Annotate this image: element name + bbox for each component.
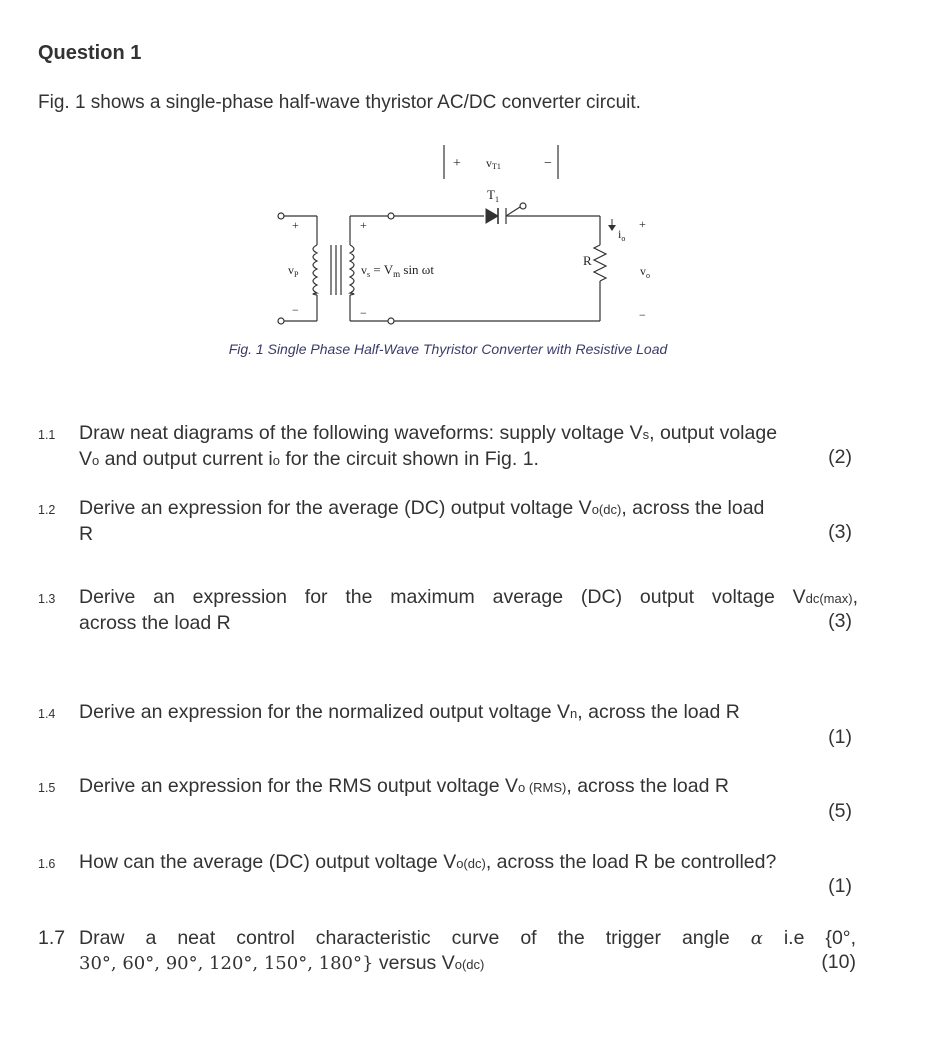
question-1-7 [38, 926, 858, 976]
question-number: 1.7 [38, 927, 66, 949]
figure-caption: Fig. 1 Single Phase Half-Wave Thyristor Converter with Resistive Load [228, 341, 668, 357]
question-number: 1.6 [38, 857, 56, 871]
marks: (3) [828, 610, 852, 632]
vp-label: $v_P$ [288, 263, 299, 279]
vt1-plus-label: + [453, 156, 461, 171]
question-number: 1.2 [38, 503, 56, 517]
question-text-line: Derive an expression for the maximum average (DC) output voltage Vdc(max), [79, 586, 858, 608]
marks: (5) [828, 800, 852, 822]
marks: (1) [828, 875, 852, 897]
question-number: 1.3 [38, 592, 56, 606]
t1-label: $T_1$ [487, 187, 499, 204]
io-label: $i_o$ [618, 227, 626, 243]
question-1-3 [38, 585, 858, 635]
question-number: 1.4 [38, 707, 56, 721]
r-label: R [583, 253, 592, 268]
vo-label: $v_o$ [640, 264, 650, 280]
output-minus: − [639, 308, 646, 322]
question-1-4 [38, 700, 858, 750]
secondary-plus: + [360, 218, 367, 232]
intro-text: Fig. 1 shows a single-phase half-wave thyristor AC/DC converter circuit. [38, 92, 641, 113]
question-text-line: Vo and output current io for the circuit shown in Fig. 1. [79, 448, 539, 470]
question-heading: Question 1 [38, 42, 142, 64]
marks: (1) [828, 726, 852, 748]
secondary-minus: − [360, 306, 367, 320]
question-text-line: How can the average (DC) output voltage Vo(dc), across the load R be controlled? [79, 851, 777, 873]
vt1-label: vT1 [486, 156, 501, 171]
marks: (3) [828, 521, 852, 543]
circuit-diagram [270, 145, 670, 335]
question-1-6 [38, 850, 858, 900]
marks: (2) [828, 446, 852, 468]
question-text-line: 30°, 60°, 90°, 120°, 150°, 180°} versus Vo(dc) [79, 952, 485, 974]
vt1-minus-label: − [544, 156, 552, 171]
question-text-line: R [79, 523, 94, 545]
output-plus: + [639, 217, 646, 231]
question-1-1 [38, 421, 858, 471]
question-text-line: Draw neat diagrams of the following waveforms: supply voltage Vs, output volage [79, 422, 778, 444]
question-number: 1.5 [38, 781, 56, 795]
marks: (10) [821, 951, 856, 973]
primary-plus: + [292, 218, 299, 232]
question-1-2 [38, 496, 858, 546]
vs-equation: $v_s = V_m$ sin ωt [361, 262, 434, 279]
primary-minus: − [292, 303, 299, 317]
question-text-line: Derive an expression for the RMS output voltage Vo (RMS), across the load R [79, 775, 729, 797]
question-1-5 [38, 774, 858, 824]
question-text-line: Draw a neat control characteristic curve of the trigger angle α i.e {0°, [79, 927, 857, 949]
question-text-line: Derive an expression for the average (DC) output voltage Vo(dc), across the load [79, 497, 765, 519]
question-text-line: across the load R [79, 612, 231, 634]
question-text-line: Derive an expression for the normalized output voltage Vn, across the load R [79, 701, 740, 723]
question-number: 1.1 [38, 428, 56, 442]
